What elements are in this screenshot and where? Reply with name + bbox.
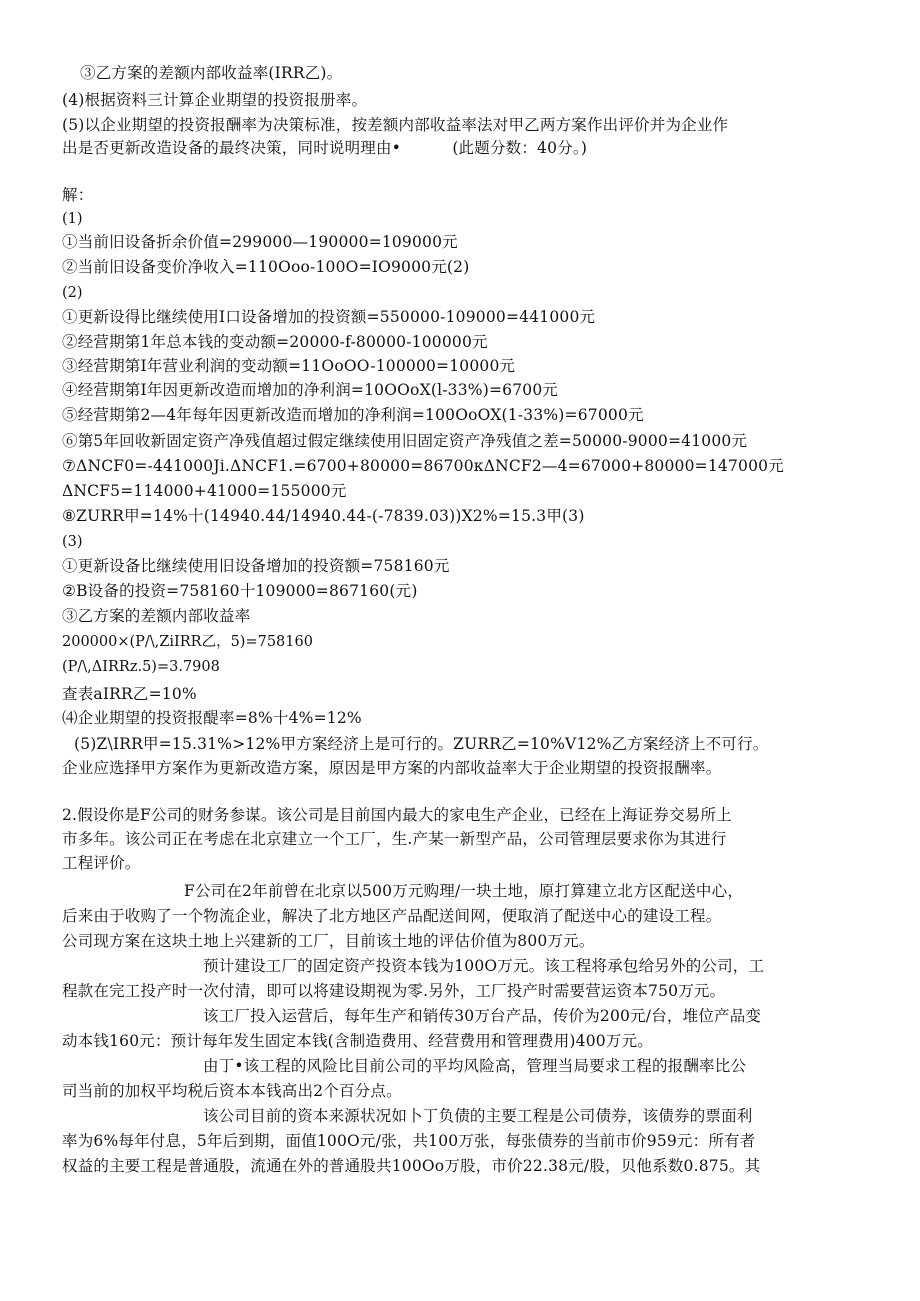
q2-line: 公司现方案在这块土地上兴建新的工厂，目前该土地的评估价值为800万元。 [62,932,595,950]
solution-line: (3) [62,534,83,550]
solution-line: 企业应选择甲方案作为更新改造方案，原因是甲方案的内部收益率大于企业期望的投资报酬率。 [62,759,722,777]
solution-line: ①更新设备比继续使用旧设备增加的投资额=758160元 [62,557,450,575]
solution-heading: 解： [62,186,94,204]
q2-line: 该公司目前的资本来源状况如卜丁负债的主要工程是公司债券，该债券的票面利 [203,1107,753,1125]
solution-line: 查表aIRR乙=10% [62,685,197,703]
intro-line-3: (5)以企业期望的投资报酬率为决策标准，按差额内部收益率法对甲乙两方案作出评价并为企业作 [62,116,729,134]
solution-line: (5)Z\IRR甲=15.31%>12%甲方案经济上是可行的。ZURR乙=10%V12%乙方案经济上不可行。 [74,735,769,753]
solution-line: ①当前旧设备折余价值=299000—190000=109000元 [62,233,458,251]
solution-line: (P/\,ΔIRRz.5)=3.7908 [62,659,220,675]
solution-line: ③乙方案的差额内部收益率 [62,607,251,625]
intro-line-4: 出是否更新改造设备的最终决策，同时说明理由• (此题分数：40分。) [62,139,588,157]
q2-line: 司当前的加权平均税后资本本钱高出2个百分点。 [62,1082,402,1100]
solution-line: ⑤经营期第2—4年每年因更新改造而增加的净利润=100OoOX(1-33%)=67000元 [62,406,644,424]
q2-line: 市多年。该公司正在考虑在北京建立一个工厂，生.产某一新型产品，公司管理层要求你为其进行 [62,830,727,848]
intro-line-2: (4)根据资料三计算企业期望的投资报册率。 [62,91,368,109]
q2-line: 动本钱160元：预计每年发生固定本钱(含制造费用、经营费用和管理费用)400万元。 [62,1032,653,1050]
solution-line: ⑦ΔNCF0=-441000Ji.ΔNCF1.=6700+80000=86700κΔNCF2—4=67000+80000=147000元 [62,457,784,475]
solution-line: ②经营期第1年总本钱的变动额=20000-f-80000-100000元 [62,333,488,351]
q2-line: 程款在完工投产时一次付清，即可以将建设期视为零.另外，工厂投产时需要营运资本750万元。 [62,982,726,1000]
solution-line: 200000×(P/\,ZiIRR乙，5)=758160 [62,634,313,650]
solution-line: ⑥第5年回收新固定资产净残值超过假定继续使用旧固定资产净残值之差=50000-9000=41000元 [62,432,748,450]
q2-line: F公司在2年前曾在北京以500万元购理/一块土地，原打算建立北方区配送中心， [184,882,744,900]
solution-line: ③经营期第I年营业利润的变动额=11OoOO-100000=10000元 [62,357,516,375]
solution-line: ⑧ZURR甲=14%十(14940.44/14940.44-(-7839.03))X2%=15.3甲(3) [62,507,585,525]
q2-line: 由丁•该工程的风险比目前公司的平均风险高，管理当局要求工程的报酬率比公 [203,1057,747,1075]
solution-line: (1) [62,211,83,227]
q2-line: 后来由于收购了一个物流企业，解决了北方地区产品配送间网，便取消了配送中心的建设工程。 [62,907,722,925]
q2-line: 该工厂投入运营后，每年生产和销传30万台产品，传价为200元/台，堆位产品变 [203,1007,762,1025]
intro-line-1: ③乙方案的差额内部收益率(IRR乙)。 [80,64,343,82]
solution-line: ①更新设得比继续使用I口设备增加的投资额=550000-109000=441000元 [62,308,596,326]
solution-line: ④经营期第I年因更新改造而增加的净利润=10OOoX(l-33%)=6700元 [62,381,559,399]
q2-line: 权益的主要工程是普通股，流通在外的普通股共100Oo万股，市价22.38元/股，贝他系数0.875。其 [62,1157,761,1175]
solution-line: ②B设备的投资=758160十109000=867160(元) [62,582,418,600]
q2-line: 工程评价。 [62,854,141,872]
q2-line: 预计建设工厂的固定资产投资本钱为100O万元。该工程将承包给另外的公司，工 [203,957,765,975]
solution-line: ②当前旧设备变价净收入=110Ooo-100O=IO9000元(2) [62,258,470,276]
solution-line: (2) [62,285,83,301]
solution-line: ⑷企业期望的投资报醍率=8%十4%=12% [62,709,362,727]
q2-line: 2.假设你是F公司的财务参谋。该公司是目前国内最大的家电生产企业，已经在上海证券交易所上 [62,806,732,824]
q2-line: 率为6%每年付息，5年后到期，面值100O元/张，共100万张，每张债券的当前市价959元：所有者 [62,1132,756,1150]
solution-line: ΔNCF5=114000+41000=155000元 [62,482,347,500]
